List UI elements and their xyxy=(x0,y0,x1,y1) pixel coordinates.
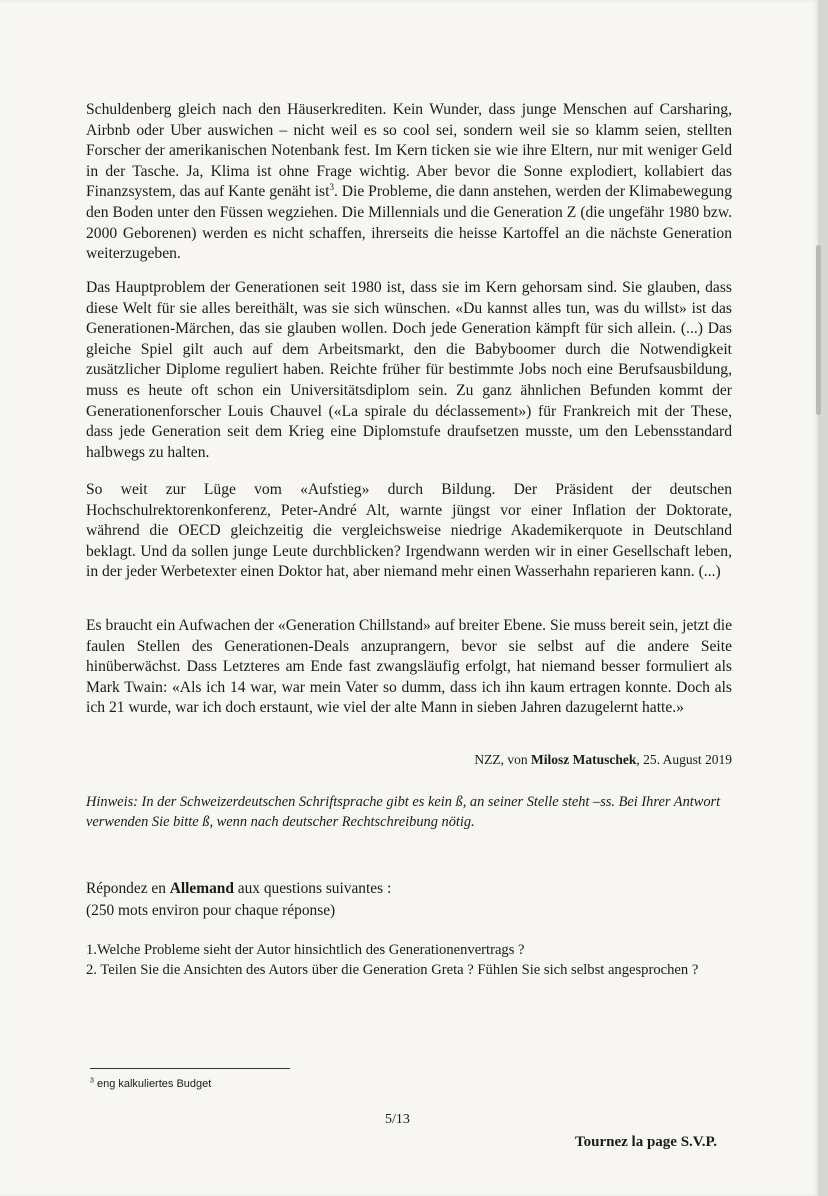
footnote-divider xyxy=(90,1068,290,1069)
source-date: , 25. August 2019 xyxy=(636,752,732,767)
page-number: 5/13 xyxy=(385,1112,410,1127)
footnote xyxy=(90,1078,211,1090)
spelling-hint: Hinweis: In der Schweizerdeutschen Schriftsprache gibt es kein ß, an seiner Stelle steht –ss. Bei Ihrer Antwort verwenden Sie bitte ß, wenn nach deutscher Rechtschreibung nötig. xyxy=(86,794,721,830)
instructions-language: Allemand xyxy=(169,880,234,897)
footnote-mark: 3 xyxy=(90,1077,94,1085)
article-paragraph-4: Es braucht ein Aufwachen der «Generation Chillstand» auf breiter Ebene. Sie muss bereit sein, jetzt die faulen Stellen des Generationen-Deals anzuprangern, bevor sie selbst auf die andere Seite hinüberwächst. Dass Letzteres am Ende fast zwangsläufig erfolgt, hat niemand besser formuliert als Mark Twain: «Als ich 14 war, war mein Vater so dumm, dass ich ihn kaum ertragen konnte. Doch als ich 21 wurde, war ich doch erstaunt, wie viel der alte Mann in sieben Jahren dazugelernt hatte.» xyxy=(86,617,732,717)
vertical-scrollbar[interactable] xyxy=(816,245,821,415)
article-source xyxy=(420,752,732,768)
footnote-text: eng kalkuliertes Budget xyxy=(93,1078,212,1090)
source-prefix: NZZ, von xyxy=(474,752,531,767)
article-paragraph-3: So weit zur Lüge vom «Aufstieg» durch Bildung. Der Präsident der deutschen Hochschulrektorenkonferenz, Peter-André Alt, warnte jüngst vor einer Inflation der Doktorate, während die OECD gleichzeitig die vergleichsweise niedrige Akademikerquote in Deutschland beklagt. Und da sollen junge Leute durchblicken? Irgendwann werden wir in einer Gesellschaft leben, in der jeder Werbetexter einen Doktor hat, aber niemand mehr einen Wasserhahn reparieren kann. (...) xyxy=(86,481,732,581)
paragraph-1-text: Schuldenberg gleich nach den Häuserkrediten. Kein Wunder, dass junge Menschen auf Carsharing, Airbnb oder Uber auswichen – nicht weil es so cool sei, sondern weil sie so klamm seien, stellten Forscher der amerikanischen Notenbank fest. Im Kern ticken sie wie ihre Eltern, nur mit weniger Geld in der Tasche. Ja, Klima ist ohne Frage wichtig. Aber bevor die Sonne explodiert, kollabiert das Finanzsystem, das auf Kante genäht ist xyxy=(86,101,732,201)
source-author: Milosz Matuschek xyxy=(530,752,637,767)
turn-page-note: Tournez la page S.V.P. xyxy=(575,1134,717,1150)
instructions-prefix: Répondez en xyxy=(86,880,170,897)
article-paragraph-2: Das Hauptproblem der Generationen seit 1980 ist, dass sie im Kern gehorsam sind. Sie glauben, dass diese Welt für sie alles bereithält, was sie sich wünschen. «Du kannst alles tun, was du willst» ist das Generationen-Märchen, das sie glauben wollen. Doch jede Generation kämpft für sich allein. (...) Das gleiche Spiel gilt auch auf dem Arbeitsmarkt, den die Babyboomer durch die Notwendigkeit zusätzlicher Diplome reguliert haben. Reichte früher für bestimmte Jobs noch eine Berufsausbildung, muss es heute oft schon ein Universitätsdiplom sein. Zu ganz ähnlichen Befunden kommt der Generationenforscher Louis Chauvel («La spirale du déclassement») für Frankreich mit der These, dass jede Generation seit dem Krieg eine Diplomstufe draufsetzen musste, um den Lebensstandard halbwegs zu halten. xyxy=(86,279,732,461)
question-1: 1.Welche Probleme sieht der Autor hinsichtlich des Generationenvertrags ? xyxy=(86,942,525,958)
paragraph-1-text-continued: . Die Probleme, die dann anstehen, werden der Klimabewegung den Boden unter den Füssen wegziehen. Die Millennials und die Generation Z (die ungefähr 1980 bzw. 2000 Geborenen) werden es nicht schaffen, ihrerseits die heisse Kartoffel an die nächste Generation weiterzugeben. xyxy=(86,183,732,263)
question-2: 2. Teilen Sie die Ansichten des Autors über die Generation Greta ? Fühlen Sie sich selbst angesprochen ? xyxy=(86,962,699,978)
instructions xyxy=(86,878,732,922)
instructions-line xyxy=(86,878,732,900)
instructions-suffix: aux questions suivantes : xyxy=(233,880,392,897)
instructions-word-count: (250 mots environ pour chaque réponse) xyxy=(86,902,336,919)
footnote-reference: 3 xyxy=(329,182,334,193)
question-list xyxy=(86,940,726,980)
article-paragraph-1 xyxy=(86,100,732,265)
